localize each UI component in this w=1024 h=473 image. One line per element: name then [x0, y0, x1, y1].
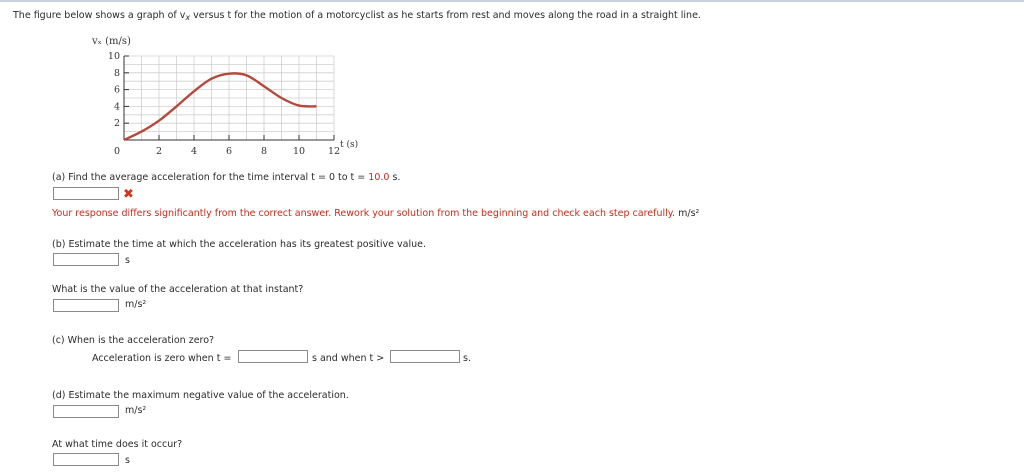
y-tick-label: 8 — [113, 67, 120, 79]
part-d-acceleration-input[interactable] — [53, 405, 119, 418]
part-c-line-prefix: Acceleration is zero when t = — [92, 353, 232, 364]
part-a-feedback: Your response differs significantly from the correct answer. Rework your solution from the beginning and check each step carefully. m/s² — [52, 208, 700, 219]
incorrect-x-icon: ✖ — [123, 187, 134, 202]
part-d-time-unit: s — [125, 455, 130, 466]
part-b-question: (b) Estimate the time at which the acceleration has its greatest positive value. — [52, 239, 427, 250]
x-tick-label: 12 — [327, 146, 341, 157]
part-c-line-suffix: s. — [463, 353, 471, 364]
part-d-time-input[interactable] — [53, 453, 119, 466]
x-tick-label: 2 — [155, 146, 163, 157]
x-axis-label: t (s) — [340, 140, 359, 150]
part-b-question-2: What is the value of the acceleration at that instant? — [52, 284, 304, 295]
top-border — [0, 0, 1024, 2]
graph-grid — [124, 56, 334, 140]
part-b-acceleration-unit: m/s² — [125, 299, 147, 310]
y-tick-label: 10 — [107, 51, 120, 62]
y-axis-label: vₓ (m/s) — [92, 36, 131, 47]
part-d-question-2: At what time does it occur? — [52, 439, 183, 450]
part-c-first-time-input[interactable] — [238, 350, 308, 363]
y-tick-label: 6 — [113, 84, 120, 96]
y-tick-label: 4 — [113, 101, 120, 113]
part-b-time-unit: s — [125, 255, 130, 266]
x-tick-label: 6 — [225, 146, 233, 157]
x-tick-label: 8 — [260, 146, 268, 157]
y-tick-label: 0 — [113, 146, 120, 157]
velocity-time-graph — [84, 34, 364, 164]
part-a-answer-input[interactable] — [53, 187, 119, 200]
part-b-acceleration-input[interactable] — [53, 299, 119, 312]
part-d-acceleration-unit: m/s² — [125, 405, 147, 416]
x-tick-label: 4 — [190, 146, 198, 157]
y-tick-labels — [108, 51, 120, 157]
problem-intro: The figure below shows a graph of $v_x$ versus t for the motion of a motorcyclist as he starts from rest and moves along the road in a straight line. — [13, 10, 701, 22]
part-c-question: (c) When is the acceleration zero? — [52, 335, 215, 346]
part-c-second-time-input[interactable] — [390, 350, 460, 363]
part-d-question: (d) Estimate the maximum negative value of the acceleration. — [52, 390, 349, 401]
x-tick-label: 10 — [292, 146, 306, 157]
part-b-time-input[interactable] — [53, 253, 119, 266]
y-tick-label: 2 — [113, 118, 120, 130]
x-tick-labels — [156, 146, 340, 157]
part-c-line-mid: s and when t > — [312, 353, 385, 364]
part-a-question: (a) Find the average acceleration for the time interval t = 0 to t = 10.0 s. — [52, 172, 401, 183]
